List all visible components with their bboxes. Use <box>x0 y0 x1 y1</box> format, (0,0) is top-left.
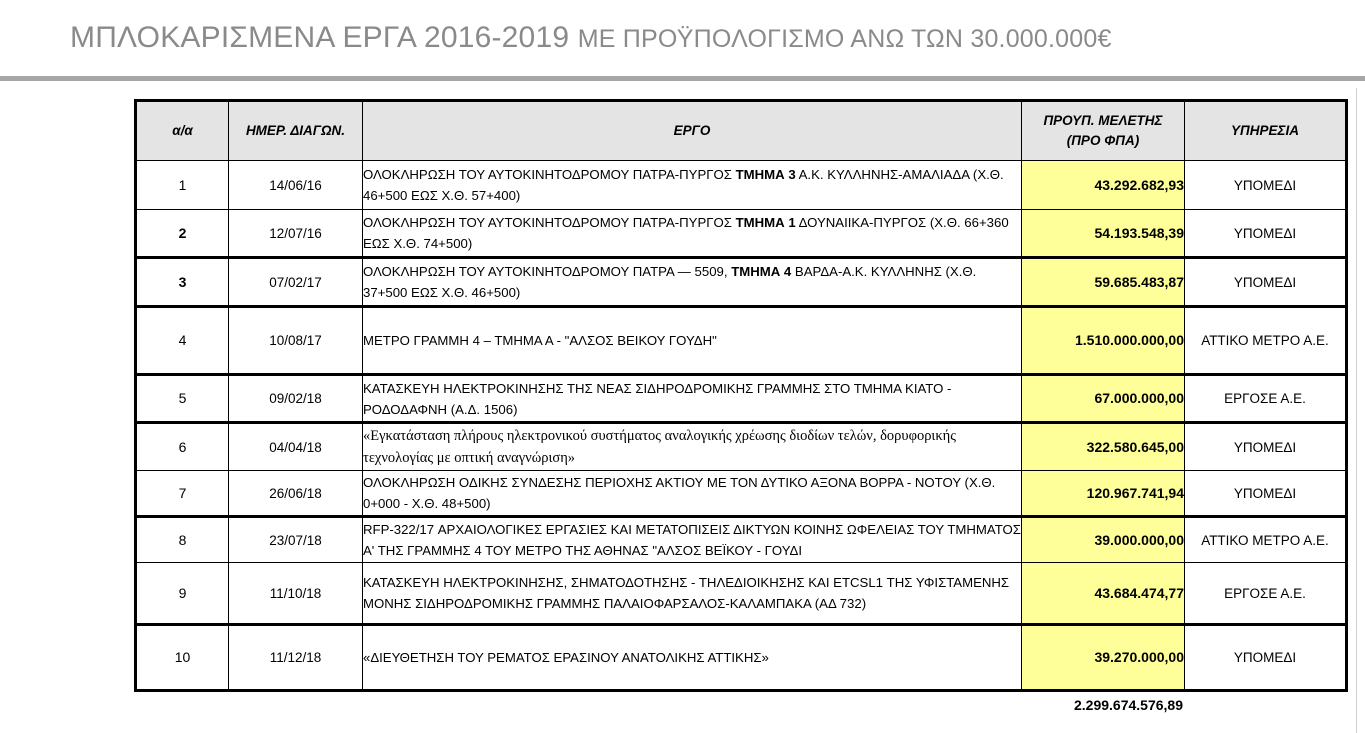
cell-date: 26/06/18 <box>229 471 363 517</box>
cell-service: ΥΠΟΜΕΔΙ <box>1185 625 1347 691</box>
work-text-emphasis: ΤΜΗΜΑ 3 <box>735 167 796 182</box>
column-header-service: ΥΠΗΡΕΣΙΑ <box>1185 101 1347 161</box>
page-title-lead: ΜΠΛΟΚΑΡΙΣΜΕΝΑ ΕΡΓΑ 2016-2019 <box>70 21 578 54</box>
cell-date: 11/12/18 <box>229 625 363 691</box>
title-divider <box>0 76 1365 81</box>
cell-work-description <box>363 210 1022 258</box>
work-text-post: ΒΑΡΔΑ-Α.Κ. ΚΥΛΛΗΝΗΣ (Χ.Θ. 37+500 ΕΩΣ Χ.Θ. 46+500) <box>363 264 977 300</box>
table-row <box>136 375 1347 423</box>
projects-table <box>134 99 1348 692</box>
work-text-pre: ΟΛΟΚΛΗΡΩΣΗ ΤΟΥ ΑΥΤΟΚΙΝΗΤΟΔΡΟΜΟΥ ΠΑΤΡΑ — 5509, <box>363 264 732 279</box>
table-row <box>136 471 1347 517</box>
cell-service: ΥΠΟΜΕΔΙ <box>1185 471 1347 517</box>
work-text-post: Α.Κ. ΚΥΛΛΗΝΗΣ-ΑΜΑΛΙΑΔΑ (Χ.Θ. 46+500 ΕΩΣ Χ.Θ. 57+400) <box>363 167 1004 203</box>
table-row <box>136 517 1347 563</box>
cell-index: 2 <box>136 210 229 258</box>
table-header-row <box>136 101 1347 161</box>
cell-budget-amount: 1.510.000.000,00 <box>1022 307 1185 375</box>
cell-budget-amount: 120.967.741,94 <box>1022 471 1185 517</box>
column-header-budget <box>1022 101 1185 161</box>
table-row <box>136 210 1347 258</box>
cell-date: 09/02/18 <box>229 375 363 423</box>
cell-work-description <box>363 517 1022 563</box>
cell-work-description <box>363 423 1022 471</box>
work-text-pre: ΟΛΟΚΛΗΡΩΣΗ ΤΟΥ ΑΥΤΟΚΙΝΗΤΟΔΡΟΜΟΥ ΠΑΤΡΑ-ΠΥΡΓΟΣ <box>363 215 736 230</box>
cell-index: 7 <box>136 471 229 517</box>
cell-index: 1 <box>136 161 229 210</box>
cell-budget-amount: 67.000.000,00 <box>1022 375 1185 423</box>
table-header <box>136 101 1347 161</box>
table-row <box>136 423 1347 471</box>
cell-budget-amount: 39.000.000,00 <box>1022 517 1185 563</box>
scrollbar-rail[interactable] <box>1356 88 1357 733</box>
cell-work-description <box>363 625 1022 691</box>
work-text-pre: ΜΕΤΡΟ ΓΡΑΜΜΗ 4 – ΤΜΗΜΑ Α - "ΑΛΣΟΣ ΒΕΙΚΟΥ ΓΟΥΔΗ" <box>363 333 717 348</box>
work-text-emphasis: ΤΜΗΜΑ 1 <box>735 215 796 230</box>
cell-service: ΑΤΤΙΚΟ ΜΕΤΡΟ Α.Ε. <box>1185 517 1347 563</box>
page-title-rest: ΜΕ ΠΡΟΫΠΟΛΟΓΙΣΜΟ ΑΝΩ ΤΩΝ 30.000.000€ <box>577 25 1112 53</box>
cell-budget-amount: 54.193.548,39 <box>1022 210 1185 258</box>
cell-service: ΥΠΟΜΕΔΙ <box>1185 423 1347 471</box>
column-header-work: ΕΡΓΟ <box>363 101 1022 161</box>
cell-budget-amount: 59.685.483,87 <box>1022 258 1185 307</box>
table-row <box>136 258 1347 307</box>
cell-date: 23/07/18 <box>229 517 363 563</box>
cell-date: 12/07/16 <box>229 210 363 258</box>
cell-index: 10 <box>136 625 229 691</box>
column-header-date: ΗΜΕΡ. ΔΙΑΓΩΝ. <box>229 101 363 161</box>
cell-index: 4 <box>136 307 229 375</box>
cell-budget-amount: 39.270.000,00 <box>1022 625 1185 691</box>
table-body <box>136 161 1347 691</box>
work-text-pre: ΚΑΤΑΣΚΕΥΗ ΗΛΕΚΤΡΟΚΙΝΗΣΗΣ, ΣΗΜΑΤΟΔΟΤΗΣΗΣ - ΤΗΛΕΔΙΟΙΚΗΣΗΣ ΚΑΙ ETCSL1 ΤΗΣ ΥΦΙΣΤΑΜΕΝΗΣ ΜΟΝΗΣ ΣΙΔΗΡΟΔΡΟΜΙΚΗΣ ΓΡΑΜΜΗΣ ΠΑΛΑΙΟΦΑΡΣΑΛΟΣ-ΚΑΛΑΜΠΑΚΑ (ΑΔ 732) <box>363 575 1010 611</box>
work-text-pre: ΟΛΟΚΛΗΡΩΣΗ ΟΔΙΚΗΣ ΣΥΝΔΕΣΗΣ ΠΕΡΙΟΧΗΣ ΑΚΤΙΟΥ ΜΕ ΤΟΝ ΔΥΤΙΚΟ ΑΞΟΝΑ ΒΟΡΡΑ - ΝΟΤΟΥ (Χ.Θ. 0+000 - Χ.Θ. 48+500) <box>363 475 996 511</box>
work-text-post: ΔΟΥΝΑΙΙΚΑ-ΠΥΡΓΟΣ (Χ.Θ. 66+360 ΕΩΣ Χ.Θ. 74+500) <box>363 215 1009 251</box>
work-text-emphasis: ΤΜΗΜΑ 4 <box>731 264 792 279</box>
table-row <box>136 161 1347 210</box>
grand-total-value: 2.299.674.576,89 <box>1074 697 1183 713</box>
cell-service: ΥΠΟΜΕΔΙ <box>1185 258 1347 307</box>
cell-date: 11/10/18 <box>229 563 363 625</box>
cell-service: ΑΤΤΙΚΟ ΜΕΤΡΟ Α.Ε. <box>1185 307 1347 375</box>
work-text-pre: «ΔΙΕΥΘΕΤΗΣΗ ΤΟΥ ΡΕΜΑΤΟΣ ΕΡΑΣΙΝΟΥ ΑΝΑΤΟΛΙΚΗΣ ΑΤΤΙΚΗΣ» <box>363 650 769 665</box>
cell-service: ΕΡΓΟΣΕ Α.Ε. <box>1185 563 1347 625</box>
cell-work-description <box>363 375 1022 423</box>
work-text-pre: «Εγκατάσταση πλήρους ηλεκτρονικού συστήματος αναλογικής χρέωσης διοδίων τελών, δορυφορικής τεχνολογίας με οπτική αναγνώριση» <box>363 428 956 466</box>
cell-work-description <box>363 563 1022 625</box>
table-row <box>136 625 1347 691</box>
table-row <box>136 563 1347 625</box>
cell-service: ΥΠΟΜΕΔΙ <box>1185 161 1347 210</box>
work-text-pre: ΚΑΤΑΣΚΕΥΗ ΗΛΕΚΤΡΟΚΙΝΗΣΗΣ ΤΗΣ ΝΕΑΣ ΣΙΔΗΡΟΔΡΟΜΙΚΗΣ ΓΡΑΜΜΗΣ ΣΤΟ ΤΜΗΜΑ ΚΙΑΤΟ - ΡΟΔΟΔΑΦΝΗ (Α.Δ. 1506) <box>363 380 952 417</box>
cell-work-description <box>363 471 1022 517</box>
column-header-budget-line2: (ΠΡΟ ΦΠΑ) <box>1066 133 1140 148</box>
work-text-pre: ΟΛΟΚΛΗΡΩΣΗ ΤΟΥ ΑΥΤΟΚΙΝΗΤΟΔΡΟΜΟΥ ΠΑΤΡΑ-ΠΥΡΓΟΣ <box>363 167 736 182</box>
cell-index: 9 <box>136 563 229 625</box>
cell-work-description <box>363 307 1022 375</box>
projects-table-container <box>134 99 1345 692</box>
cell-budget-amount: 43.292.682,93 <box>1022 161 1185 210</box>
cell-date: 04/04/18 <box>229 423 363 471</box>
cell-index: 5 <box>136 375 229 423</box>
cell-index: 3 <box>136 258 229 307</box>
column-header-index: α/α <box>136 101 229 161</box>
cell-date: 14/06/16 <box>229 161 363 210</box>
cell-index: 8 <box>136 517 229 563</box>
cell-work-description <box>363 161 1022 210</box>
work-text-pre: RFP-322/17 ΑΡΧΑΙΟΛΟΓΙΚΕΣ ΕΡΓΑΣΙΕΣ ΚΑΙ ΜΕΤΑΤΟΠΙΣΕΙΣ ΔΙΚΤΥΩΝ ΚΟΙΝΗΣ ΩΦΕΛΕΙΑΣ ΤΟΥ ΤΜΗΜΑΤΟΣ Α' ΤΗΣ ΓΡΑΜΜΗΣ 4 ΤΟΥ ΜΕΤΡΟ ΤΗΣ ΑΘΗΝΑΣ "ΑΛΣΟΣ ΒΕΪΚΟΥ - ΓΟΥΔΙ <box>363 522 1021 558</box>
cell-index: 6 <box>136 423 229 471</box>
cell-budget-amount: 43.684.474,77 <box>1022 563 1185 625</box>
page-title <box>70 18 1310 59</box>
table-row <box>136 307 1347 375</box>
cell-date: 10/08/17 <box>229 307 363 375</box>
cell-service: ΥΠΟΜΕΔΙ <box>1185 210 1347 258</box>
cell-budget-amount: 322.580.645,00 <box>1022 423 1185 471</box>
cell-work-description <box>363 258 1022 307</box>
cell-date: 07/02/17 <box>229 258 363 307</box>
column-header-budget-line1: ΠΡΟΥΠ. ΜΕΛΕΤΗΣ <box>1043 113 1163 128</box>
cell-service: ΕΡΓΟΣΕ Α.Ε. <box>1185 375 1347 423</box>
